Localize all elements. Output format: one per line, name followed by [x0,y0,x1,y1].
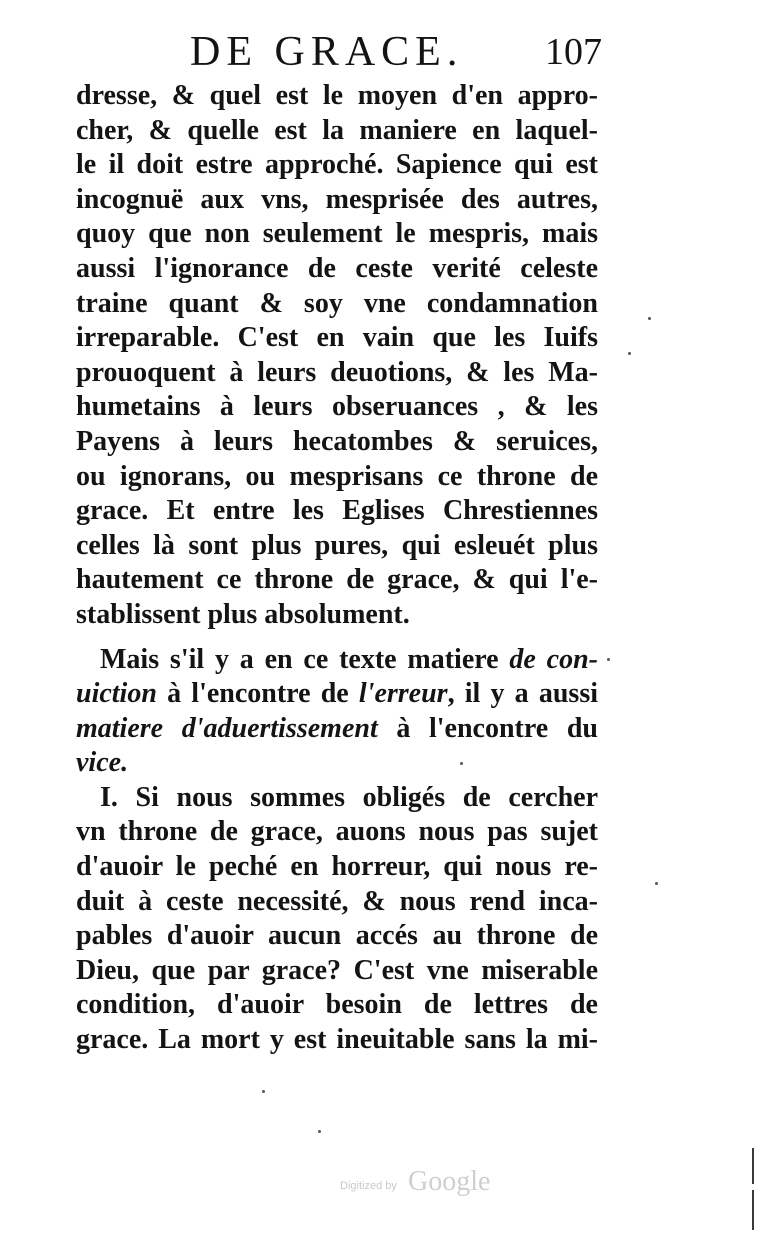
digitized-by-google-watermark [340,1166,510,1202]
text-line [76,643,598,678]
line-text: incognuë aux vns, mesprisée des autres, [76,183,598,215]
text-line [76,988,598,1023]
line-text: I. Si nous sommes obligés de cercher [100,781,598,813]
text-line [76,425,598,460]
scan-speck [607,658,610,661]
text-line [76,781,598,816]
line-text: irreparable. C'est en vain que les Iuifs [76,322,598,354]
line-text: Dieu, que par grace? C'est vne miserable [76,954,598,986]
line-text: grace. Et entre les Eglises Chrestiennes [76,495,598,527]
line-text: d'auoir le peché en horreur, qui nous re- [76,851,598,883]
text-line [76,494,598,529]
line-text: le il doit estre approché. Sapience qui est [76,149,598,181]
line-text: dresse, & quel est le moyen d'en appro- [76,80,598,111]
line-text: ou ignorans, ou mesprisans ce throne de [76,460,598,492]
text-line [76,885,598,920]
text-line [76,563,598,598]
line-text: humetains à leurs obseruances , & les [76,391,598,423]
scan-speck [318,1130,321,1133]
scan-speck [262,1090,265,1093]
line-text: vn throne de grace, auons nous pas sujet [76,816,598,848]
text-line [76,529,598,564]
line-text: cher, & quelle est la maniere en laquel- [76,114,598,146]
page-header [150,26,610,78]
text-line [76,252,598,287]
page-edge-mark [752,1190,754,1230]
text-line [76,390,598,425]
text-line [76,148,598,183]
line-text: Mais s'il y a en ce texte matiere [100,643,510,675]
line-text: aussi l'ignorance de ceste verité celeste [76,252,598,284]
italic-text: de con- [509,643,598,675]
text-line [76,183,598,218]
text-line [76,217,598,252]
line-text: à l'encontre de [156,678,359,710]
scan-speck [655,882,658,885]
text-line [76,746,598,781]
running-title: DE GRACE. [190,29,464,75]
text-line [76,954,598,989]
text-line [76,677,598,712]
text-line [76,1023,598,1058]
scan-speck [628,352,631,355]
italic-text: l'erreur [358,678,448,710]
text-line [76,460,598,495]
text-line [76,919,598,954]
scan-speck [648,317,651,320]
text-line [76,79,598,114]
italic-text: vice. [76,747,129,779]
line-text: condition, d'auoir besoin de lettres de [76,989,598,1021]
line-text: pables d'auoir aucun accés au throne de [76,920,598,952]
google-logo: Google [408,1166,491,1197]
line-text: traine quant & soy vne condamnation [76,287,598,319]
text-line [76,321,598,356]
line-text: quoy que non seulement le mespris, mais [76,218,598,250]
line-text: celles là sont plus pures, qui esleuét plus [76,529,598,561]
text-line [76,815,598,850]
text-line [76,356,598,391]
text-line [76,598,598,633]
line-text: prouoquent à leurs deuotions, & les Ma- [76,356,598,388]
text-line [76,114,598,149]
line-text: duit à ceste necessité, & nous rend inca- [76,885,598,917]
page-edge-mark [752,1148,754,1184]
italic-text: matiere d'aduertissement [76,712,378,744]
scan-speck [460,762,463,765]
line-text: Payens à leurs hecatombes & seruices, [76,425,598,457]
line-text: à l'encontre du [377,712,598,744]
body-text [76,79,598,1058]
line-text: hautement ce throne de grace, & qui l'e- [76,564,598,596]
watermark-prefix: Digitized by [340,1180,397,1192]
line-text: , il y a aussi [447,678,599,710]
text-line [76,850,598,885]
line-text: grace. La mort y est ineuitable sans la mi- [76,1024,598,1056]
text-line [76,287,598,322]
text-line [76,712,598,747]
page-number: 107 [545,31,602,73]
italic-text: uiction [76,678,157,710]
line-text: stablissent plus absolument. [76,598,410,630]
